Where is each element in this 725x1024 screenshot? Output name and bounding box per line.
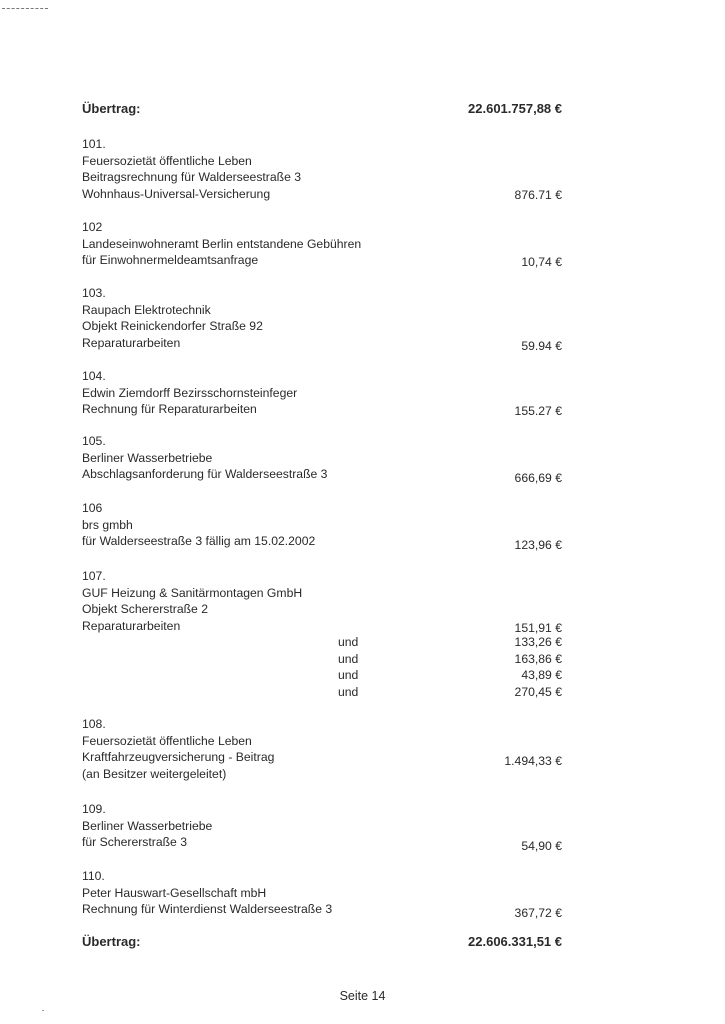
entry-line: Berliner Wasserbetriebe bbox=[82, 818, 213, 833]
entry-line: Wohnhaus-Universal-Versicherung bbox=[82, 186, 271, 201]
entry-110 bbox=[82, 868, 562, 918]
additional-amount-row bbox=[338, 651, 562, 668]
additional-amount: 270,45 € bbox=[514, 684, 562, 699]
entry-107-additional-amounts bbox=[338, 634, 562, 700]
entry-101 bbox=[82, 136, 562, 202]
entry-line: Objekt Reinickendorfer Straße 92 bbox=[82, 319, 263, 334]
scan-artifact-dot bbox=[42, 1010, 44, 1011]
entry-line: für Einwohnermeldeamtsanfrage bbox=[82, 253, 259, 268]
carry-over-bottom bbox=[82, 934, 562, 952]
entry-line: GUF Heizung & Sanitärmontagen GmbH bbox=[82, 585, 303, 600]
entry-amount: 123,96 € bbox=[514, 538, 562, 552]
entry-line: Kraftfahrzeugversicherung - Beitrag bbox=[82, 750, 275, 765]
additional-amount: 163,86 € bbox=[514, 651, 562, 666]
entry-line: Reparaturarbeiten bbox=[82, 335, 181, 350]
entry-103 bbox=[82, 285, 562, 351]
entry-amount: 54,90 € bbox=[521, 839, 562, 853]
additional-amount: 43,89 € bbox=[521, 668, 562, 683]
entry-line: Berliner Wasserbetriebe bbox=[82, 450, 213, 465]
carry-over-top bbox=[82, 101, 562, 119]
entry-number: 102 bbox=[82, 220, 103, 234]
entry-number: 106 bbox=[82, 501, 103, 515]
und-label: und bbox=[338, 635, 359, 649]
scan-artifact-mark bbox=[2, 8, 48, 10]
additional-amount-row bbox=[338, 684, 562, 701]
entry-107 bbox=[82, 568, 562, 634]
entry-102 bbox=[82, 219, 562, 269]
carry-amount: 22.601.757,88 € bbox=[468, 101, 562, 116]
entry-line: Rechnung für Winterdienst Walderseestraße 3 bbox=[82, 902, 333, 917]
additional-amount: 133,26 € bbox=[514, 635, 562, 649]
entry-amount: 367,72 € bbox=[514, 906, 562, 920]
entry-amount: 1.494,33 € bbox=[504, 754, 562, 768]
carry-amount: 22.606.331,51 € bbox=[468, 934, 562, 949]
entry-number: 101. bbox=[82, 137, 106, 151]
entry-line: Objekt Schererstraße 2 bbox=[82, 602, 208, 617]
entry-number: 108. bbox=[82, 717, 106, 731]
entry-line: Feuersozietät öffentliche Leben bbox=[82, 733, 252, 748]
entry-number: 110. bbox=[82, 869, 105, 883]
entry-amount: 876.71 € bbox=[514, 188, 562, 202]
entry-line: brs gmbh bbox=[82, 517, 133, 532]
page-number: Seite 14 bbox=[339, 989, 386, 1003]
entry-amount: 666,69 € bbox=[514, 471, 562, 485]
entry-number: 107. bbox=[82, 569, 106, 583]
entry-line: Beitragsrechnung für Walderseestraße 3 bbox=[82, 170, 302, 185]
und-label: und bbox=[338, 668, 359, 683]
entry-amount: 155.27 € bbox=[514, 404, 562, 418]
entry-line: Rechnung für Reparaturarbeiten bbox=[82, 402, 257, 417]
entry-109 bbox=[82, 801, 562, 851]
entry-number: 105. bbox=[82, 434, 106, 448]
additional-amount-row bbox=[338, 634, 562, 651]
entry-line: für Schererstraße 3 bbox=[82, 835, 187, 850]
entry-line: Feuersozietät öffentliche Leben bbox=[82, 153, 252, 168]
entry-line: Peter Hauswart-Gesellschaft mbH bbox=[82, 885, 267, 900]
entry-amount: 10,74 € bbox=[521, 255, 562, 269]
entry-105 bbox=[82, 433, 562, 483]
entry-104 bbox=[82, 368, 562, 418]
entry-108 bbox=[82, 716, 562, 782]
entry-line: Raupach Elektrotechnik bbox=[82, 302, 211, 317]
entry-amount: 151,91 € bbox=[514, 621, 562, 635]
entry-line: Abschlagsanforderung für Walderseestraße 3 bbox=[82, 467, 328, 482]
entry-number: 103. bbox=[82, 286, 106, 300]
entry-number: 109. bbox=[82, 802, 106, 816]
entry-amount: 59.94 € bbox=[521, 339, 562, 353]
carry-label: Übertrag: bbox=[82, 101, 141, 116]
additional-amount-row bbox=[338, 667, 562, 684]
entry-line: Reparaturarbeiten bbox=[82, 618, 181, 633]
entry-line: Edwin Ziemdorff Bezirsschornsteinfeger bbox=[82, 385, 298, 400]
entry-number: 104. bbox=[82, 369, 106, 383]
carry-label: Übertrag: bbox=[82, 934, 141, 949]
entry-line: (an Besitzer weitergeleitet) bbox=[82, 766, 227, 781]
und-label: und bbox=[338, 684, 359, 699]
entry-106 bbox=[82, 500, 562, 550]
entry-line: für Walderseestraße 3 fällig am 15.02.2002 bbox=[82, 534, 316, 549]
entry-line: Landeseinwohneramt Berlin entstandene Gebühren bbox=[82, 236, 362, 251]
und-label: und bbox=[338, 651, 359, 666]
